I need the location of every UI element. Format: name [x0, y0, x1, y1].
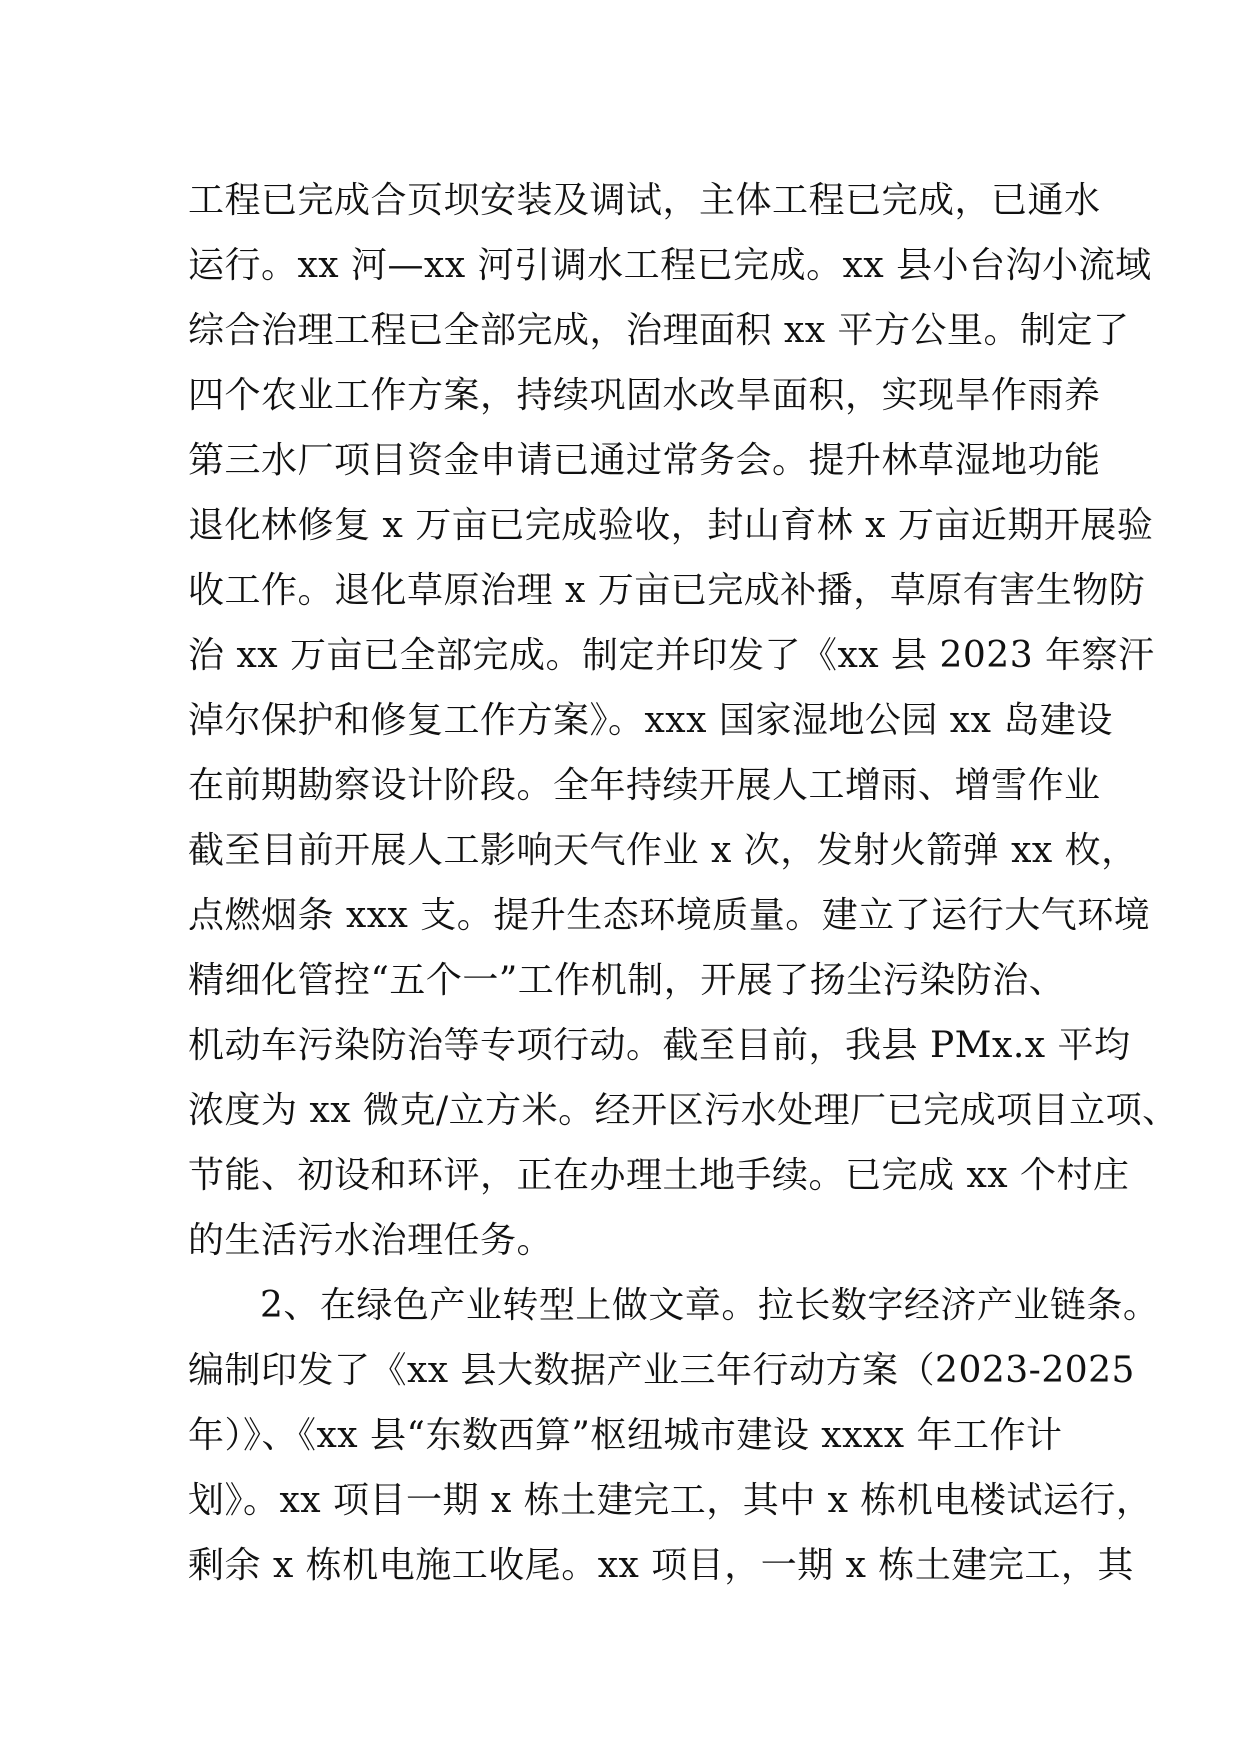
text-line: 划》。xx 项目一期 x 栋土建完工，其中 x 栋机电楼试运行， — [188, 1480, 1153, 1521]
text-line: 综合治理工程已全部完成，治理面积 xx 平方公里。制定了 — [188, 310, 1130, 351]
text-line: 截至目前开展人工影响天气作业 x 次，发射火箭弹 xx 枚， — [188, 830, 1138, 871]
paragraph-start-line: 2、在绿色产业转型上做文章。拉长数字经济产业链条。 — [260, 1285, 1160, 1326]
text-line: 运行。xx 河—xx 河引调水工程已完成。xx 县小台沟小流域 — [188, 245, 1152, 286]
text-line: 收工作。退化草原治理 x 万亩已完成补播，草原有害生物防 — [188, 570, 1146, 611]
text-line: 浓度为 xx 微克/立方米。经开区污水处理厂已完成项目立项、 — [188, 1090, 1179, 1131]
text-line: 第三水厂项目资金申请已通过常务会。提升林草湿地功能 — [188, 440, 1101, 481]
text-line: 淖尔保护和修复工作方案》。xxx 国家湿地公园 xx 岛建设 — [188, 700, 1113, 741]
text-line: 机动车污染防治等专项行动。截至目前，我县 PMx.x 平均 — [188, 1025, 1131, 1066]
text-line: 精细化管控“五个一”工作机制，开展了扬尘污染防治、 — [188, 960, 1066, 1001]
text-line: 编制印发了《xx 县大数据产业三年行动方案（2023-2025 — [188, 1350, 1135, 1391]
text-line: 在前期勘察设计阶段。全年持续开展人工增雨、增雪作业 — [188, 765, 1101, 806]
text-line: 剩余 x 栋机电施工收尾。xx 项目，一期 x 栋土建完工，其 — [188, 1545, 1134, 1586]
text-line: 工程已完成合页坝安装及调试，主体工程已完成，已通水 — [188, 180, 1101, 221]
text-line: 点燃烟条 xxx 支。提升生态环境质量。建立了运行大气环境 — [188, 895, 1151, 936]
text-line: 的生活污水治理任务。 — [188, 1220, 554, 1261]
text-line: 退化林修复 x 万亩已完成验收，封山育林 x 万亩近期开展验 — [188, 505, 1154, 546]
body-text — [188, 168, 1179, 1598]
text-line: 治 xx 万亩已全部完成。制定并印发了《xx 县 2023 年察汗 — [188, 635, 1155, 676]
text-line: 年）》、《xx 县“东数西算”枢纽城市建设 xxxx 年工作计 — [188, 1415, 1063, 1456]
text-line: 四个农业工作方案，持续巩固水改旱面积，实现旱作雨养 — [188, 375, 1101, 416]
text-line: 节能、初设和环评，正在办理土地手续。已完成 xx 个村庄 — [188, 1155, 1130, 1196]
